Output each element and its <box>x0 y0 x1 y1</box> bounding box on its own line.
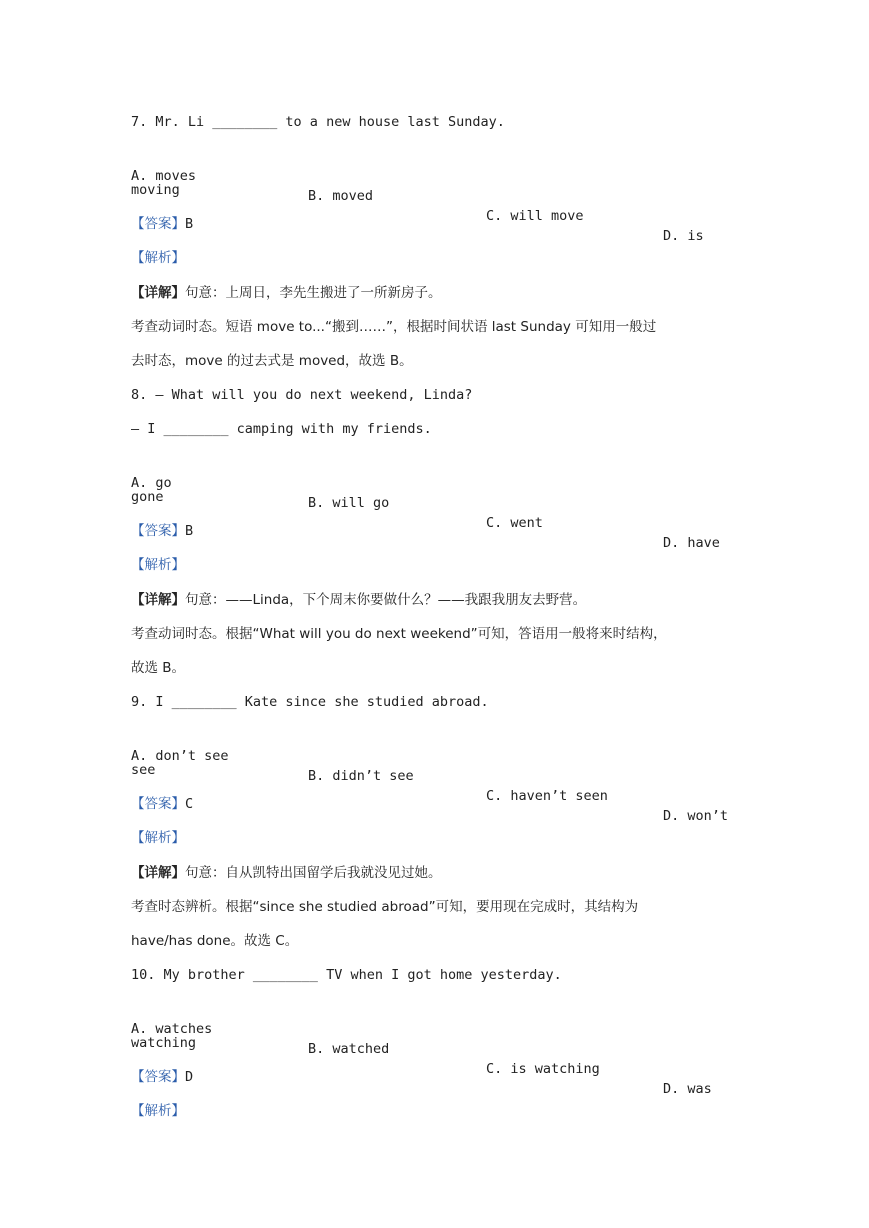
question-8-options-wrap: gone <box>131 489 164 505</box>
detail-text: 句意：——Linda，下个周末你要做什么？——我跟我朋友去野营。 <box>185 592 587 608</box>
answer-value: B <box>185 216 194 232</box>
question-7-explanation-line-1: 考查动词时态。短语 move to...“搬到……”，根据时间状语 last Sunday 可知用一般过 <box>131 319 657 335</box>
option-a: A. don’t see <box>131 748 229 764</box>
answer-tag: 【答案】 <box>131 796 185 812</box>
answer-tag: 【答案】 <box>131 1069 185 1085</box>
question-7-answer <box>131 214 193 234</box>
answer-tag: 【答案】 <box>131 523 185 539</box>
option-a: A. moves <box>131 168 197 184</box>
question-9-stem: 9. I ________ Kate since she studied abroad. <box>131 694 489 710</box>
analysis-tag: 【解析】 <box>131 557 185 573</box>
analysis-tag: 【解析】 <box>131 250 185 266</box>
question-8-explanation-line-1: 考查动词时态。根据“What will you do next weekend”可知，答语用一般将来时结构， <box>131 626 667 642</box>
question-10-stem: 10. My brother ________ TV when I got home yesterday. <box>131 967 562 983</box>
option-c: C. is watching <box>486 1061 600 1077</box>
analysis-tag: 【解析】 <box>131 1103 185 1119</box>
question-7-analysis <box>131 248 185 268</box>
question-9-explanation-line-1: 考查时态辨析。根据“since she studied abroad”可知，要用现在完成时，其结构为 <box>131 899 639 915</box>
detail-text: 句意：自从凯特出国留学后我就没见过她。 <box>185 865 442 881</box>
detail-tag: 【详解】 <box>131 285 185 301</box>
question-9-analysis <box>131 828 185 848</box>
question-10-answer <box>131 1067 193 1087</box>
analysis-tag: 【解析】 <box>131 830 185 846</box>
question-8-analysis <box>131 555 185 575</box>
question-10-analysis <box>131 1101 185 1121</box>
detail-tag: 【详解】 <box>131 592 185 608</box>
question-8-stem-line-2: — I ________ camping with my friends. <box>131 421 432 437</box>
question-8-answer <box>131 521 193 541</box>
answer-value: D <box>185 1069 194 1085</box>
option-d: D. is <box>663 228 704 244</box>
question-8-detail <box>131 590 586 610</box>
option-d: D. was <box>663 1081 712 1097</box>
question-9-explanation-line-2: have/has done。故选 C。 <box>131 933 299 949</box>
option-b: B. moved <box>308 188 374 204</box>
option-b: B. didn’t see <box>308 768 414 784</box>
question-7-options-wrap: moving <box>131 182 180 198</box>
option-c: C. will move <box>486 208 584 224</box>
answer-value: B <box>185 523 194 539</box>
question-8-stem: 8. — What will you do next weekend, Linda? <box>131 387 473 403</box>
question-9-options-wrap: see <box>131 762 156 778</box>
option-c: C. went <box>486 515 543 531</box>
option-b: B. watched <box>308 1041 390 1057</box>
question-7-explanation-line-2: 去时态，move 的过去式是 moved，故选 B。 <box>131 353 413 369</box>
option-b: B. will go <box>308 495 390 511</box>
option-a: A. go <box>131 475 172 491</box>
question-10-options-wrap: watching <box>131 1035 197 1051</box>
option-a: A. watches <box>131 1021 213 1037</box>
question-7-detail <box>131 283 442 303</box>
question-7-stem: 7. Mr. Li ________ to a new house last Sunday. <box>131 114 505 130</box>
detail-text: 句意：上周日，李先生搬进了一所新房子。 <box>185 285 442 301</box>
option-c: C. haven’t seen <box>486 788 608 804</box>
detail-tag: 【详解】 <box>131 865 185 881</box>
question-9-answer <box>131 794 193 814</box>
option-d: D. won’t <box>663 808 729 824</box>
question-9-detail <box>131 863 442 883</box>
question-8-explanation-line-2: 故选 B。 <box>131 660 186 676</box>
option-d: D. have <box>663 535 720 551</box>
answer-tag: 【答案】 <box>131 216 185 232</box>
answer-value: C <box>185 796 194 812</box>
